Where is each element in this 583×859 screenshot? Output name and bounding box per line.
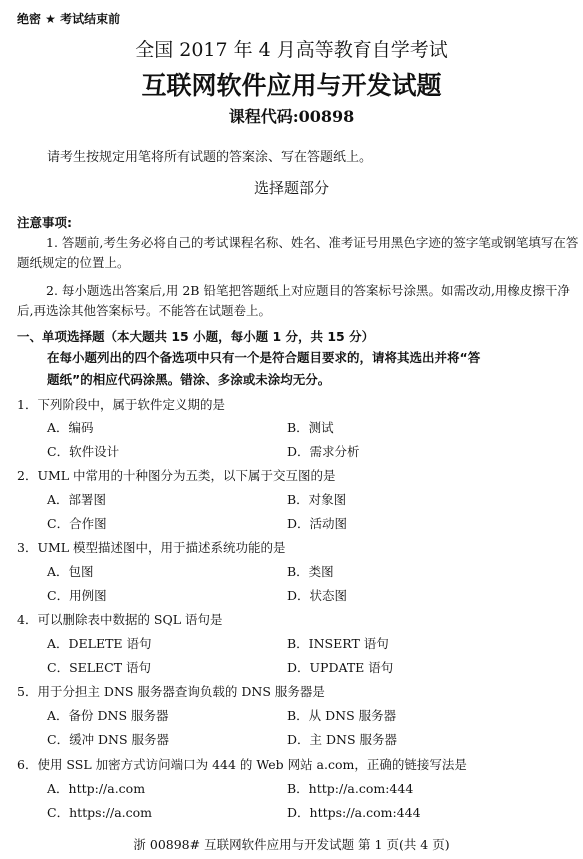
option-c: C．用例图 [47,588,107,603]
option-c: C．SELECT 语句 [47,660,152,675]
option-b: B．测试 [287,420,334,435]
note-item: 2. 每小题选出答案后,用 2B 铅笔把答题纸上对应题目的答案标号涂黑。如需改动,用橡皮擦干净后,再选涂其他答案标号。不能答在试题卷上。 [17,283,570,318]
question-text: 1．下列阶段中，属于软件定义期的是 [17,397,225,412]
option-a: A．备份 DNS 服务器 [47,708,169,723]
page-footer: 浙 00898# 互联网软件应用与开发试题 第 1 页(共 4 页) [133,837,450,852]
exam-title: 全国 2017 年 4 月高等教育自学考试 [135,39,448,61]
question-text: 3．UML 模型描述图中，用于描述系统功能的是 [17,540,286,555]
part-description-line: 在每小题列出的四个备选项中只有一个是符合题目要求的，请将其选出并将“答 [47,350,481,365]
course-code: 课程代码:00898 [228,107,355,126]
answer-instruction: 请考生按规定用笔将所有试题的答案涂、写在答题纸上。 [47,150,373,165]
question-text: 2．UML 中常用的十种图分为五类，以下属于交互图的是 [17,468,336,483]
option-b: B．对象图 [287,492,347,507]
option-a: A．包图 [47,564,94,579]
option-c: C．软件设计 [47,444,120,459]
option-c: C．缓冲 DNS 服务器 [47,732,170,747]
option-d: D．主 DNS 服务器 [287,732,397,747]
paper-title: 互联网软件应用与开发试题 [141,71,442,100]
part-description-line: 题纸”的相应代码涂黑。错涂、多涂或未涂均无分。 [47,372,331,387]
question-text: 6．使用 SSL 加密方式访问端口为 444 的 Web 网站 a.com，正确的链接写法是 [17,757,467,772]
option-b: B．类图 [287,564,334,579]
note-item: 1. 答题前,考生务必将自己的考试课程名称、姓名、准考证号用黑色字迹的签字笔或钢笔填写在答题纸规定的位置上。 [17,235,579,270]
option-a: A．部署图 [47,492,107,507]
option-b: B．INSERT 语句 [287,636,389,651]
option-d: D．需求分析 [287,444,360,459]
option-d: D．状态图 [287,588,348,603]
confidential-label: 绝密 ★ 考试结束前 [17,12,121,26]
question-text: 5．用于分担主 DNS 服务器查询负载的 DNS 服务器是 [17,684,325,699]
option-a: A．DELETE 语句 [47,636,152,651]
option-a: A．http://a.com [47,781,146,796]
option-d: D．UPDATE 语句 [287,660,394,675]
question-text: 4．可以删除表中数据的 SQL 语句是 [17,612,223,627]
option-c: C．合作图 [47,516,107,531]
option-d: D．https://a.com:444 [287,805,421,820]
option-a: A．编码 [47,420,94,435]
notes-title: 注意事项: [17,215,72,230]
option-b: B．从 DNS 服务器 [287,708,397,723]
option-d: D．活动图 [287,516,348,531]
part-description [47,347,557,391]
option-b: B．http://a.com:444 [287,781,414,796]
section-heading: 选择题部分 [253,179,329,197]
option-c: C．https://a.com [47,805,153,820]
part-title: 一、单项选择题（本大题共 15 小题，每小题 1 分，共 15 分） [17,329,375,344]
